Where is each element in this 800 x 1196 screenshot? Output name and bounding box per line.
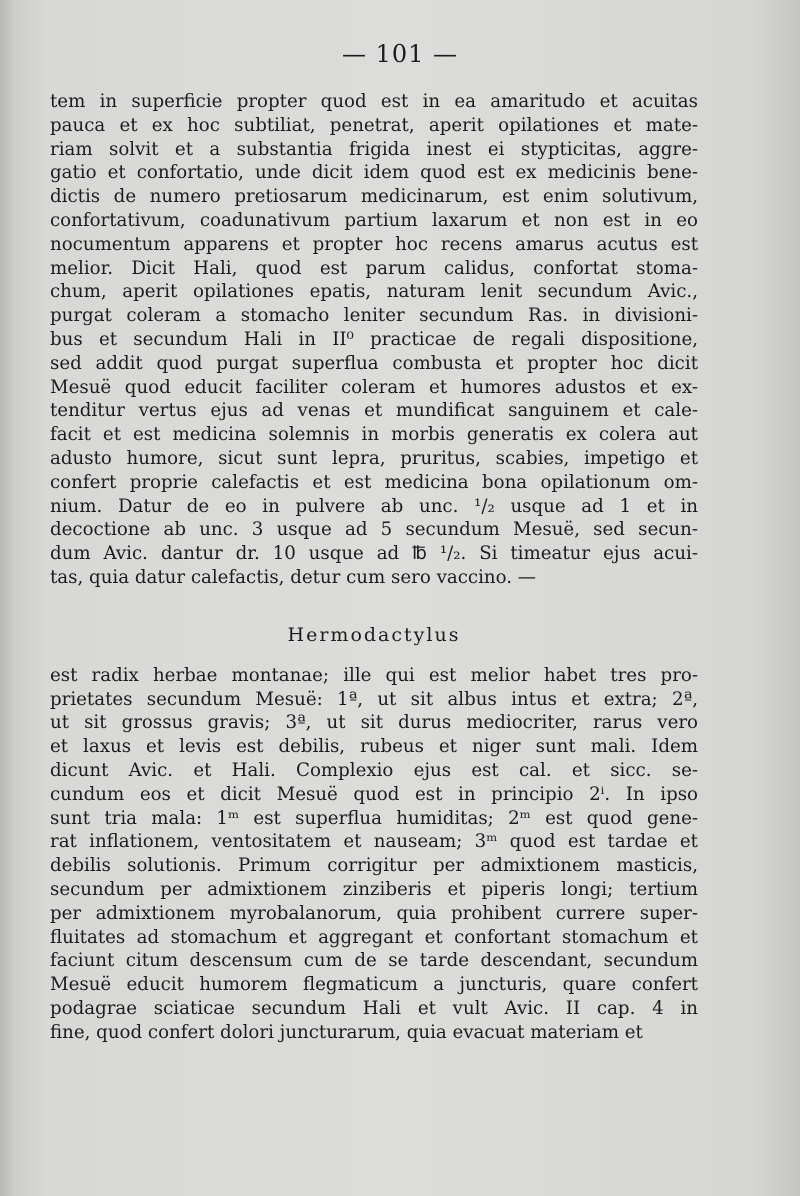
text-line: nium. Datur de eo in pulvere ab unc. ¹/₂ usque ad 1 et in — [50, 495, 698, 517]
text-line: riam solvit et a substantia frigida inest ei stypticitas, aggre- — [50, 138, 698, 160]
text-line: purgat coleram a stomacho leniter secundum Ras. in divisioni- — [50, 305, 698, 327]
text-line: chum, aperit opilationes epatis, naturam lenit secundum Avic., — [50, 281, 698, 303]
text-line: dum Avic. dantur dr. 10 usque ad ℔ ¹/₂. Si timeatur ejus acui- — [50, 543, 698, 565]
page-number: — 101 — — [341, 40, 459, 68]
text-line: et laxus et levis est debilis, rubeus et niger sunt mali. Idem — [50, 736, 698, 758]
text-line: secundum per admixtionem zinziberis et piperis longi; tertium — [50, 878, 698, 900]
text-line: sunt tria mala: 1ᵐ est superflua humiditas; 2ᵐ est quod gene- — [50, 807, 698, 829]
text-line: ut sit grossus gravis; 3ª, ut sit durus mediocriter, rarus vero — [50, 712, 698, 734]
text-line: podagrae sciaticae secundum Hali et vult Avic. II cap. 4 in — [50, 997, 698, 1019]
text-line: melior. Dicit Hali, quod est parum calidus, confortat stoma- — [50, 257, 698, 279]
text-line: tas, quia datur calefactis, detur cum sero vaccino. — — [50, 566, 536, 588]
text-line: confortativum, coadunativum partium laxarum et non est in eo — [50, 209, 698, 231]
text-line: bus et secundum Hali in II⁰ practicae de regali dispositione, — [50, 328, 698, 350]
text-line: gatio et confortatio, unde dicit idem quod est ex medicinis bene- — [50, 162, 698, 184]
text-line: decoctione ab unc. 3 usque ad 5 secundum Mesuë, sed secun- — [50, 519, 698, 541]
text-line: sed addit quod purgat superflua combusta et propter hoc dicit — [50, 352, 698, 374]
text-line: facit et est medicina solemnis in morbis generatis ex colera aut — [50, 424, 698, 446]
text-line: dictis de numero pretiosarum medicinarum, est enim solutivum, — [50, 186, 698, 208]
text-line: dicunt Avic. et Hali. Complexio ejus est cal. et sicc. se- — [50, 759, 698, 781]
text-line: prietates secundum Mesuë: 1ª, ut sit albus intus et extra; 2ª, — [50, 688, 698, 710]
text-line: pauca et ex hoc subtiliat, penetrat, aperit opilationes et mate- — [50, 114, 698, 136]
text-line: nocumentum apparens et propter hoc recens amarus acutus est — [50, 233, 698, 255]
text-line: cundum eos et dicit Mesuë quod est in principio 2ⁱ. In ipso — [50, 783, 698, 805]
section-title: Hermodactylus — [287, 623, 461, 646]
text-line: rat inflationem, ventositatem et nauseam; 3ᵐ quod est tardae et — [50, 831, 698, 853]
text-line: fine, quod confert dolori juncturarum, quia evacuat materiam et — [50, 1021, 643, 1043]
page-edge-shadow — [0, 0, 14, 1196]
paragraph-1 — [50, 90, 698, 590]
body-text — [50, 90, 698, 1044]
text-line: faciunt citum descensum cum de se tarde descendant, secundum — [50, 950, 698, 972]
text-line: tem in superficie propter quod est in ea amaritudo et acuitas — [50, 91, 698, 112]
text-line: adusto humore, sicut sunt lepra, pruritus, scabies, impetigo et — [50, 447, 698, 469]
text-line: confert proprie calefactis et est medicina bona opilationum om- — [50, 471, 698, 493]
text-line: Mesuë quod educit faciliter coleram et humores adustos et ex- — [50, 376, 698, 398]
text-line: tenditur vertus ejus ad venas et mundificat sanguinem et cale- — [50, 400, 698, 422]
text-line: Mesuë educit humorem flegmaticum a juncturis, quare confert — [50, 974, 698, 996]
text-line: fluitates ad stomachum et aggregant et confortant stomachum et — [50, 926, 698, 948]
text-line: debilis solutionis. Primum corrigitur per admixtionem masticis, — [50, 855, 698, 877]
text-line: per admixtionem myrobalanorum, quia prohibent currere super- — [50, 902, 698, 924]
text-line: est radix herbae montanae; ille qui est melior habet tres pro- — [50, 664, 698, 686]
paragraph-2 — [50, 664, 698, 1045]
